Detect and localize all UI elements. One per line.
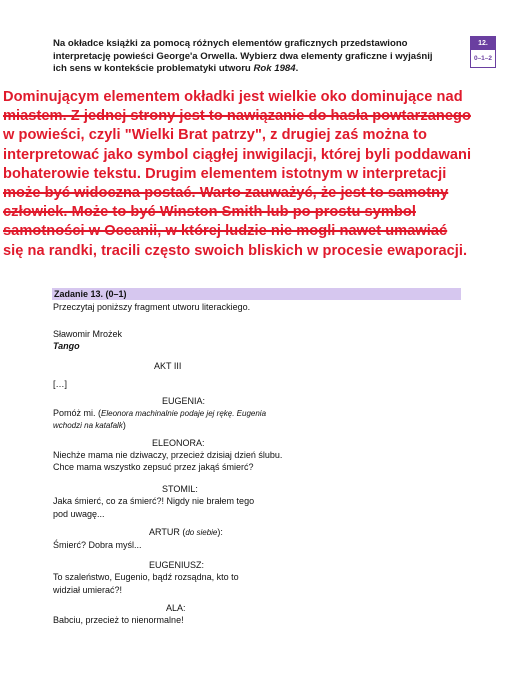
dialogue-line: Śmierć? Dobra myśl...: [53, 540, 142, 550]
dialogue-line: Jaka śmierć, co za śmierć?! Nigdy nie brałem tego: [53, 496, 255, 506]
dialogue-text: Pomóż mi. (: [53, 408, 102, 418]
act-heading: AKT III: [154, 361, 182, 371]
speaker-eugenia: EUGENIA:: [162, 396, 206, 406]
speaker-stomil: STOMIL:: [162, 484, 198, 494]
speaker-artur: [149, 526, 223, 539]
stage-direction: do siebie: [185, 528, 218, 537]
speaker-eugeniusz: EUGENIUSZ:: [149, 560, 205, 570]
answer-line: się na randki, tracili często swoich bliskich w procesie ewaporacji.: [3, 242, 468, 259]
answer-line: bohaterowie tekstu. Drugim elementem istotnym w interpretacji: [3, 165, 447, 182]
play-title: Tango: [53, 341, 80, 351]
stage-direction: Eleonora machinalnie podaje jej rękę. Eugenia: [101, 409, 267, 418]
dialogue-line: Niechże mama nie dziwaczy, przecież dzisiaj dzień ślubu.: [53, 450, 283, 460]
task-13-header: [52, 288, 461, 300]
task-13-title: Zadanie 13. (0–1): [54, 289, 127, 299]
task-instruction-line: Na okładce książki za pomocą różnych elementów graficznych przedstawiono: [53, 38, 408, 49]
dialogue-line: widział umierać?!: [53, 585, 123, 595]
dialogue-line: Babciu, przecież to nienormalne!: [53, 615, 184, 625]
dialogue-text: ): [122, 420, 126, 430]
handwritten-answer: [3, 88, 521, 261]
ellipsis: […]: [53, 379, 68, 389]
answer-line: miastem. Z jednej strony jest to nawiązanie do hasła powtarzanego: [3, 108, 471, 125]
task-instruction-text: .: [295, 63, 299, 75]
dialogue-line: Chce mama wszystko zepsuć przez jakąś śmierć?: [53, 462, 254, 472]
answer-line: człowiek. Może to być Winston Smith lub po prostu symbol: [3, 204, 416, 221]
dialogue-line: To szaleństwo, Eugenio, bądź rozsądna, kto to: [53, 572, 239, 582]
stage-direction: wchodzi na katafalk: [53, 421, 123, 430]
dialogue-line: [53, 419, 126, 432]
answer-line: interpretować jako symbol ciągłej inwigilacji, której byli poddawani: [3, 146, 472, 163]
task-number: 12.: [471, 37, 495, 50]
author-name: Sławomir Mrożek: [53, 329, 123, 339]
task-13-instruction: Przeczytaj poniższy fragment utworu literackiego.: [53, 302, 251, 312]
speaker-name: ARTUR (: [149, 527, 186, 537]
book-title: Rok 1984: [253, 63, 296, 75]
task-instruction-line: interpretację powieści George'a Orwella. Wybierz dwa elementy graficzne i wyjaśnij: [53, 50, 433, 62]
answer-line: samotności w Oceanii, w której ludzie nie mogli nawet umawiać: [3, 223, 448, 240]
task-instruction-text: ich sens w kontekście problematyki utworu: [53, 63, 254, 75]
answer-line: Dominującym elementem okładki jest wielkie oko dominujące nad: [3, 89, 463, 105]
score-box: [470, 36, 496, 68]
task-instruction-line: [53, 63, 433, 76]
answer-line: może być widoczna postać. Warto zauważyć, że jest to samotny: [3, 185, 449, 202]
dialogue-line: pod uwagę...: [53, 509, 105, 519]
speaker-name: ):: [217, 527, 223, 537]
speaker-eleonora: ELEONORA:: [152, 438, 205, 448]
task-12-instruction: [53, 38, 433, 76]
score-range: 0–1–2: [473, 55, 493, 62]
speaker-ala: ALA:: [166, 603, 186, 613]
answer-line: w powieści, czyli "Wielki Brat patrzy", z drugiej zaś można to: [3, 127, 427, 144]
